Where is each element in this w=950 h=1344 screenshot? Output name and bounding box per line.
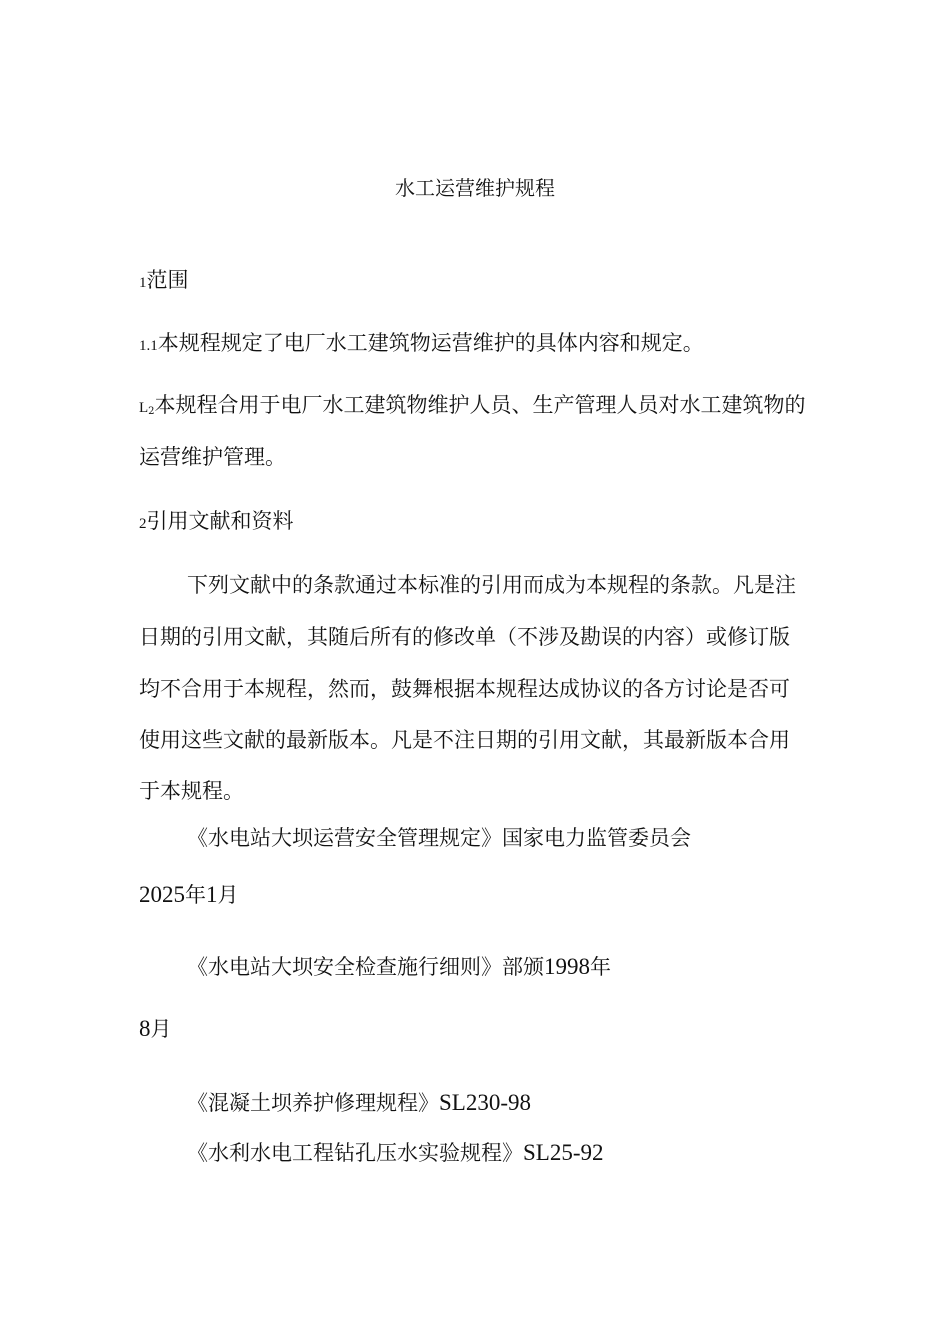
reference-4-code: SL25-92 (523, 1140, 604, 1165)
section-1-heading (139, 266, 189, 297)
reference-4-text: 《水利水电工程钻孔压水实验规程》 (187, 1141, 523, 1165)
clause-1-1-number: 1.1 (139, 338, 158, 354)
reference-2-month-unit: 月 (150, 1017, 172, 1041)
reference-2-month: 8 (139, 1016, 151, 1041)
document-title: 水工运营维护规程 (395, 176, 555, 200)
reference-2-text: 《水电站大坝安全检查施行细则》部颁 (187, 955, 544, 979)
section-1-number: 1 (139, 275, 147, 291)
reference-2-date (139, 1015, 172, 1043)
section-2-number: 2 (139, 516, 147, 532)
clause-1-2-text: 本规程合用于电厂水工建筑物维护人员、生产管理人员对水工建筑物的 (154, 393, 806, 417)
clause-1-2-number: L (139, 400, 149, 416)
clause-1-2-line-1 (139, 391, 806, 426)
reference-2-year-unit: 年 (590, 955, 611, 979)
reference-3-code: SL230-98 (439, 1090, 531, 1115)
reference-3 (187, 1089, 531, 1117)
reference-1-month-unit: 月 (217, 883, 239, 907)
clause-1-2-number-sub: 2 (148, 406, 155, 417)
reference-4 (187, 1139, 604, 1167)
reference-1-month: 1 (206, 882, 218, 907)
reference-1-date (139, 881, 239, 909)
reference-1-year: 2025 (139, 882, 185, 907)
paragraph-line-2: 日期的引用文献，其随后所有的修改单（不涉及勘误的内容）或修订版 (139, 625, 790, 649)
reference-2-line-1 (187, 953, 611, 981)
paragraph-line-3: 均不合用于本规程，然而，鼓舞根据本规程达成协议的各方讨论是否可 (139, 677, 790, 701)
paragraph-line-4: 使用这些文献的最新版本。凡是不注日期的引用文献，其最新版本合用 (139, 728, 790, 752)
clause-1-1-text: 本规程规定了电厂水工建筑物运营维护的具体内容和规定。 (157, 331, 704, 355)
paragraph-line-1: 下列文献中的条款通过本标准的引用而成为本规程的条款。凡是注 (187, 573, 796, 597)
reference-1-year-unit: 年 (185, 883, 206, 907)
reference-3-text: 《混凝土坝养护修理规程》 (187, 1091, 439, 1115)
section-2-title: 引用文献和资料 (146, 509, 294, 533)
clause-1-1 (139, 329, 704, 360)
reference-2-year: 1998 (544, 954, 590, 979)
paragraph-line-5: 于本规程。 (139, 779, 244, 803)
clause-1-2-line-2: 运营维护管理。 (139, 445, 286, 469)
section-1-title: 范围 (146, 268, 189, 292)
reference-1-line-1: 《水电站大坝运营安全管理规定》国家电力监管委员会 (187, 826, 691, 850)
section-2-heading (139, 507, 294, 538)
